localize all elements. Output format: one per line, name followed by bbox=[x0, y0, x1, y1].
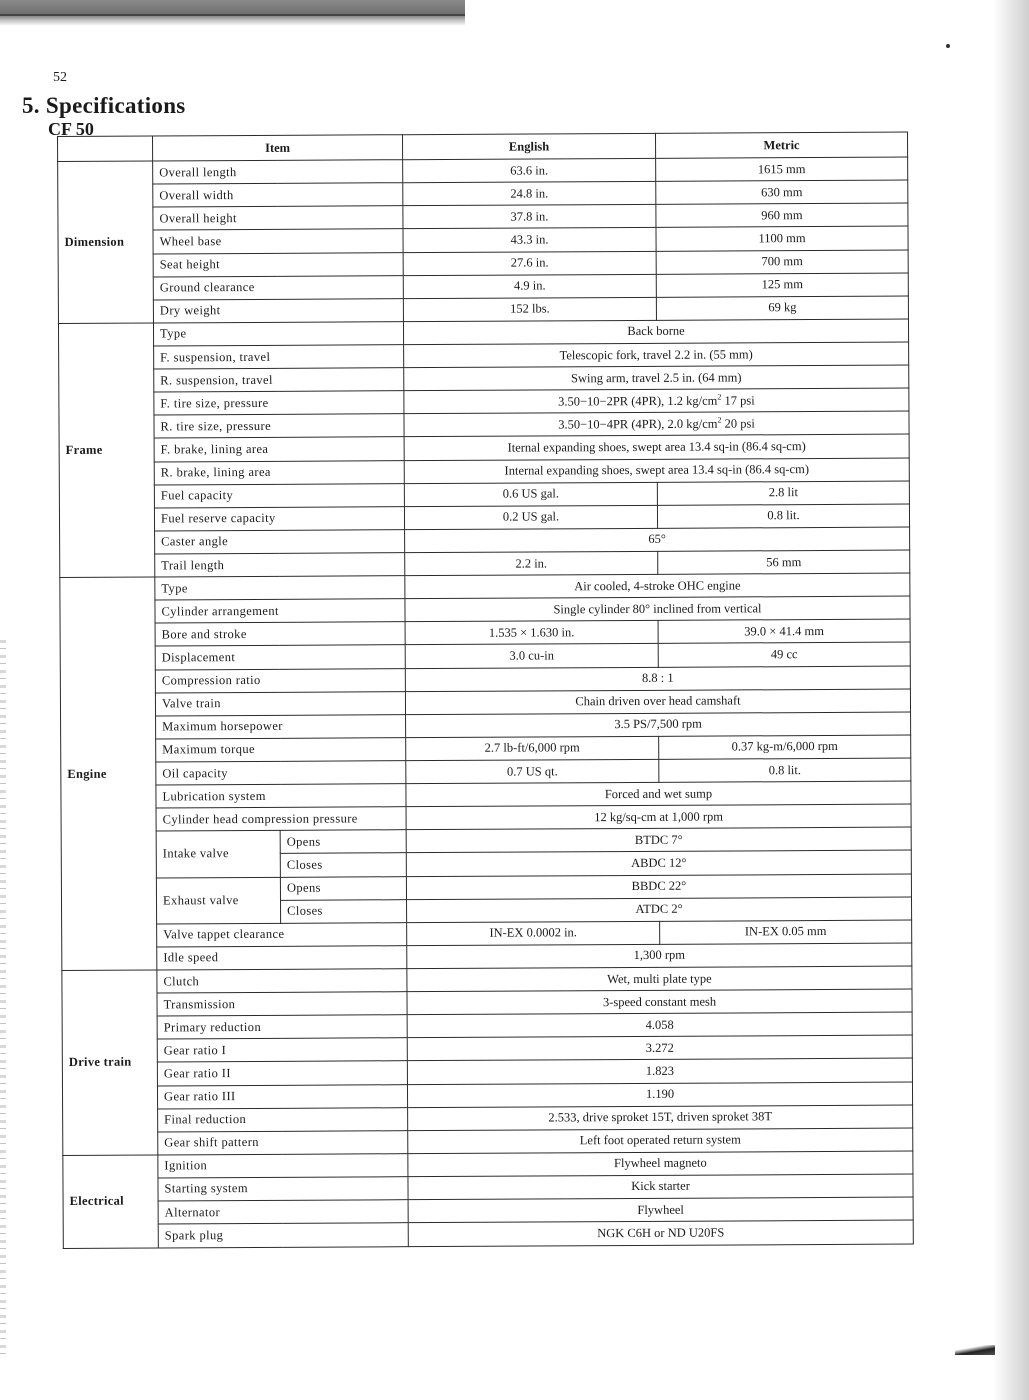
item-label-exhaust-valve: Exhaust valve bbox=[156, 877, 280, 924]
sub-label-opens: Opens bbox=[280, 830, 406, 854]
item-label: Bore and stroke bbox=[155, 622, 405, 646]
shared-value: NGK C6H or ND U20FS bbox=[408, 1220, 913, 1246]
header-group-blank bbox=[58, 136, 153, 162]
group-electrical: Electrical bbox=[63, 1155, 158, 1249]
english-value: 0.2 US gal. bbox=[404, 505, 657, 529]
shared-value: ATDC 2° bbox=[407, 897, 912, 923]
english-value: 43.3 in. bbox=[403, 228, 656, 252]
item-label: Gear ratio I bbox=[157, 1038, 407, 1062]
item-label: Type bbox=[153, 322, 403, 346]
shared-value: Single cylinder 80° inclined from vertical bbox=[405, 596, 910, 622]
item-label: Trail length bbox=[155, 553, 405, 577]
item-label: Idle speed bbox=[157, 946, 407, 970]
english-value: 27.6 in. bbox=[403, 251, 656, 275]
shared-value: 2.533, drive sproket 15T, driven sproket 38T bbox=[408, 1105, 913, 1131]
item-label: Seat height bbox=[153, 252, 403, 276]
shared-value: 65° bbox=[405, 527, 910, 553]
sub-label-opens: Opens bbox=[280, 876, 406, 900]
metric-value: 125 mm bbox=[656, 273, 908, 297]
shared-value: Telescopic fork, travel 2.2 in. (55 mm) bbox=[404, 342, 909, 368]
english-value: 37.8 in. bbox=[403, 205, 656, 229]
item-label: Compression ratio bbox=[155, 668, 405, 692]
item-label: Cylinder arrangement bbox=[155, 599, 405, 623]
model-name: CF 50 bbox=[48, 119, 94, 139]
item-label: F. tire size, pressure bbox=[154, 391, 404, 415]
item-label: Final reduction bbox=[158, 1107, 408, 1131]
specifications-table bbox=[57, 132, 914, 1249]
item-label: Caster angle bbox=[155, 530, 405, 554]
metric-value: 0.8 lit. bbox=[659, 758, 911, 782]
shared-value: Flywheel magneto bbox=[408, 1151, 913, 1177]
item-label: F. brake, lining area bbox=[154, 437, 404, 461]
scan-right-edge bbox=[993, 0, 1029, 1400]
item-label: Clutch bbox=[157, 969, 407, 993]
group-drive-train: Drive train bbox=[62, 970, 158, 1155]
english-value: 4.9 in. bbox=[403, 274, 656, 298]
item-label: Cylinder head compression pressure bbox=[156, 807, 406, 831]
superscript: 2 bbox=[717, 392, 722, 402]
english-value: 24.8 in. bbox=[403, 182, 656, 206]
metric-value: 1615 mm bbox=[656, 157, 908, 181]
item-label: Ground clearance bbox=[153, 275, 403, 299]
item-label: Oil capacity bbox=[156, 761, 406, 785]
table-row bbox=[63, 1220, 913, 1248]
metric-value: 2.8 lit bbox=[657, 481, 909, 505]
tire-pressure: 17 psi bbox=[721, 393, 755, 408]
metric-value: 69 kg bbox=[656, 296, 908, 320]
page-number: 52 bbox=[53, 70, 67, 85]
item-label: Overall length bbox=[153, 160, 403, 184]
item-label: R. tire size, pressure bbox=[154, 414, 404, 438]
item-label: F. suspension, travel bbox=[154, 345, 404, 369]
item-label: Maximum horsepower bbox=[156, 714, 406, 738]
item-label: R. suspension, travel bbox=[154, 368, 404, 392]
english-value: 152 lbs. bbox=[403, 297, 656, 321]
scan-top-line bbox=[0, 14, 465, 16]
shared-value: Iternal expanding shoes, swept area 13.4 sq-in (86.4 sq-cm) bbox=[404, 434, 909, 460]
shared-value: 12 kg/sq-cm at 1,000 rpm bbox=[406, 804, 911, 830]
shared-value: 8.8 : 1 bbox=[405, 666, 910, 692]
item-label: Maximum torque bbox=[156, 738, 406, 762]
english-value: 2.2 in. bbox=[405, 551, 658, 575]
shared-value: Wet, multi plate type bbox=[407, 966, 912, 992]
metric-value: 630 mm bbox=[656, 180, 908, 204]
shared-value bbox=[404, 388, 909, 414]
item-label: Fuel reserve capacity bbox=[154, 506, 404, 530]
sub-label-closes: Closes bbox=[280, 853, 406, 877]
shared-value: Kick starter bbox=[408, 1174, 913, 1200]
shared-value: 4.058 bbox=[407, 1012, 912, 1038]
shared-value: 3-speed constant mesh bbox=[407, 989, 912, 1015]
item-label: Lubrication system bbox=[156, 784, 406, 808]
english-value: 2.7 lb-ft/6,000 rpm bbox=[406, 736, 659, 760]
shared-value: BBDC 22° bbox=[406, 874, 911, 900]
english-value: 1.535 × 1.630 in. bbox=[405, 621, 658, 645]
shared-value: Flywheel bbox=[408, 1197, 913, 1223]
english-value: 63.6 in. bbox=[403, 158, 656, 182]
group-dimension: Dimension bbox=[58, 161, 154, 323]
shared-value: 1.823 bbox=[407, 1058, 912, 1084]
item-label: Primary reduction bbox=[157, 1015, 407, 1039]
metric-value: 39.0 × 41.4 mm bbox=[658, 619, 910, 643]
shared-value: Chain driven over head camshaft bbox=[405, 689, 910, 715]
shared-value: 3.5 PS/7,500 rpm bbox=[406, 712, 911, 738]
item-label: Overall width bbox=[153, 183, 403, 207]
english-value: 0.7 US qt. bbox=[406, 759, 659, 783]
shared-value: Left foot operated return system bbox=[408, 1128, 913, 1154]
item-label: Displacement bbox=[155, 645, 405, 669]
shared-value: ABDC 12° bbox=[406, 850, 911, 876]
item-label: Gear shift pattern bbox=[158, 1130, 408, 1154]
item-label: R. brake, lining area bbox=[154, 460, 404, 484]
shared-value: Back borne bbox=[403, 319, 908, 345]
item-label: Valve train bbox=[155, 691, 405, 715]
shared-value: Forced and wet sump bbox=[406, 781, 911, 807]
english-value: 0.6 US gal. bbox=[404, 482, 657, 506]
english-value: IN-EX 0.0002 in. bbox=[407, 921, 660, 945]
shared-value: Internal expanding shoes, swept area 13.4 sq-in (86.4 sq-cm) bbox=[404, 458, 909, 484]
sub-label-closes: Closes bbox=[281, 899, 407, 923]
item-label: Fuel capacity bbox=[154, 483, 404, 507]
item-label: Spark plug bbox=[158, 1223, 408, 1248]
metric-value: 0.8 lit. bbox=[657, 504, 909, 528]
scan-corner-mark bbox=[955, 1345, 995, 1355]
scan-left-edge bbox=[0, 640, 6, 1360]
shared-value bbox=[404, 411, 909, 437]
shared-value: 1.190 bbox=[407, 1082, 912, 1108]
item-label: Alternator bbox=[158, 1200, 408, 1224]
shared-value: Swing arm, travel 2.5 in. (64 mm) bbox=[404, 365, 909, 391]
item-label: Starting system bbox=[158, 1177, 408, 1201]
metric-value: 49 cc bbox=[658, 642, 910, 666]
scan-top-bar bbox=[0, 0, 465, 26]
superscript: 2 bbox=[717, 415, 722, 425]
item-label: Transmission bbox=[157, 992, 407, 1016]
item-label: Type bbox=[155, 576, 405, 600]
shared-value: BTDC 7° bbox=[406, 827, 911, 853]
shared-value: 1,300 rpm bbox=[407, 943, 912, 969]
page-title: 5. Specifications bbox=[22, 93, 186, 118]
metric-value: 700 mm bbox=[656, 250, 908, 274]
tire-spec: 3.50−10−4PR (4PR), 2.0 kg/cm bbox=[558, 416, 718, 432]
metric-value: 0.37 kg-m/6,000 rpm bbox=[659, 735, 911, 759]
scan-speck bbox=[946, 44, 950, 48]
item-label: Valve tappet clearance bbox=[157, 922, 407, 946]
tire-pressure: 20 psi bbox=[721, 416, 755, 431]
item-label: Ignition bbox=[158, 1154, 408, 1178]
item-label: Dry weight bbox=[153, 298, 403, 322]
item-label: Gear ratio II bbox=[157, 1061, 407, 1085]
item-label: Wheel base bbox=[153, 229, 403, 253]
english-value: 3.0 cu-in bbox=[405, 644, 658, 668]
metric-value: 1100 mm bbox=[656, 226, 908, 250]
header-metric: Metric bbox=[655, 132, 907, 158]
header-english: English bbox=[402, 133, 655, 159]
item-label: Overall height bbox=[153, 206, 403, 230]
metric-value: IN-EX 0.05 mm bbox=[660, 920, 912, 944]
shared-value: Air cooled, 4-stroke OHC engine bbox=[405, 573, 910, 599]
item-label-intake-valve: Intake valve bbox=[156, 831, 280, 878]
group-frame: Frame bbox=[58, 323, 154, 578]
metric-value: 56 mm bbox=[658, 550, 910, 574]
shared-value: 3.272 bbox=[407, 1035, 912, 1061]
group-engine: Engine bbox=[60, 577, 157, 970]
header-item: Item bbox=[153, 135, 403, 161]
metric-value: 960 mm bbox=[656, 203, 908, 227]
tire-spec: 3.50−10−2PR (4PR), 1.2 kg/cm bbox=[558, 393, 718, 409]
item-label: Gear ratio III bbox=[157, 1084, 407, 1108]
